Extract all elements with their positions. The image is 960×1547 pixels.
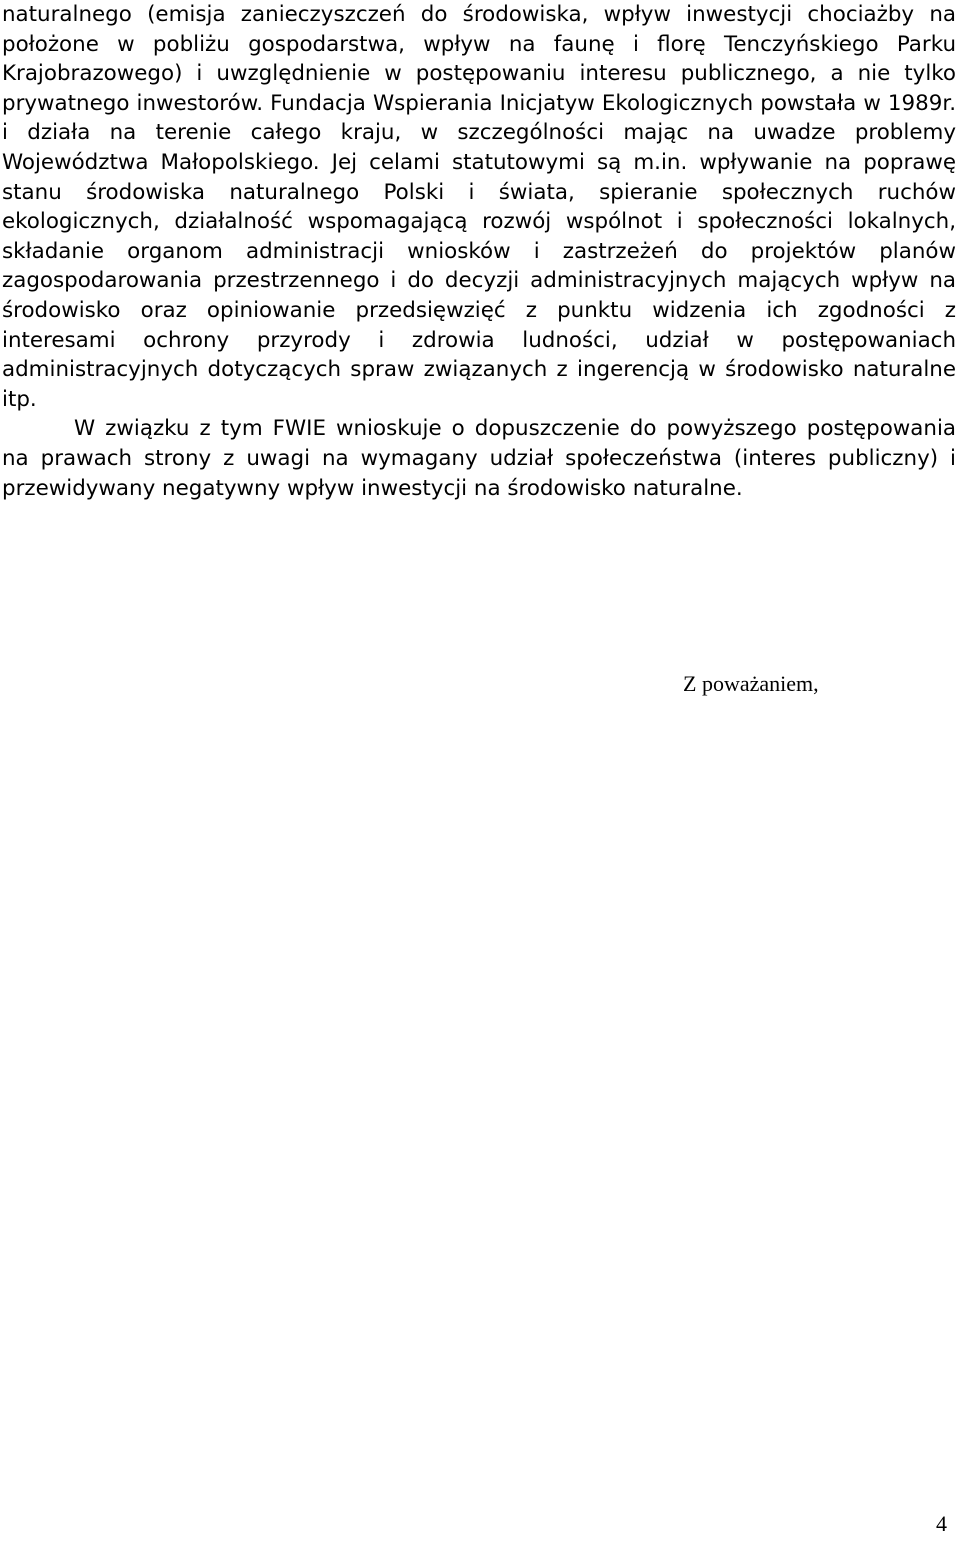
page-number: 4: [936, 1511, 947, 1536]
letter-body: [2, 0, 956, 503]
closing-salutation: Z poważaniem,: [683, 671, 819, 696]
body-paragraph-2: W związku z tym FWIE wnioskuje o dopuszczenie do powyższego postępowania na prawach strony z uwagi na wymagany udział społeczeństwa (interes publiczny) i przewidywany negatywny wpływ inwestycji na środowisko naturalne.: [2, 416, 956, 501]
body-paragraph-1: naturalnego (emisja zanieczyszczeń do środowiska, wpływ inwestycji chociażby na położone w pobliżu gospodarstwa, wpływ na faunę i florę Tenczyńskiego Parku Krajobrazowego) i uwzględnienie w postępowaniu interesu publicznego, a nie tylko prywatnego inwestorów. Fundacja Wspierania Inicjatyw Ekologicznych powstała w 1989r. i działa na terenie całego kraju, w szczególności mając na uwadze problemy Województwa Małopolskiego. Jej celami statutowymi są m.in. wpływanie na poprawę stanu środowiska naturalnego Polski i świata, spieranie społecznych ruchów ekologicznych, działalność wspomagającą rozwój wspólnot i społeczności lokalnych, składanie organom administracji wniosków i zastrzeżeń do projektów planów zagospodarowania przestrzennego i do decyzji administracyjnych mających wpływ na środowisko oraz opiniowanie przedsięwzięć z punktu widzenia ich zgodności z interesami ochrony przyrody i zdrowia ludności, udział w postępowaniach administracyjnych dotyczących spraw związanych z ingerencją w środowisko naturalne itp.: [2, 2, 956, 412]
